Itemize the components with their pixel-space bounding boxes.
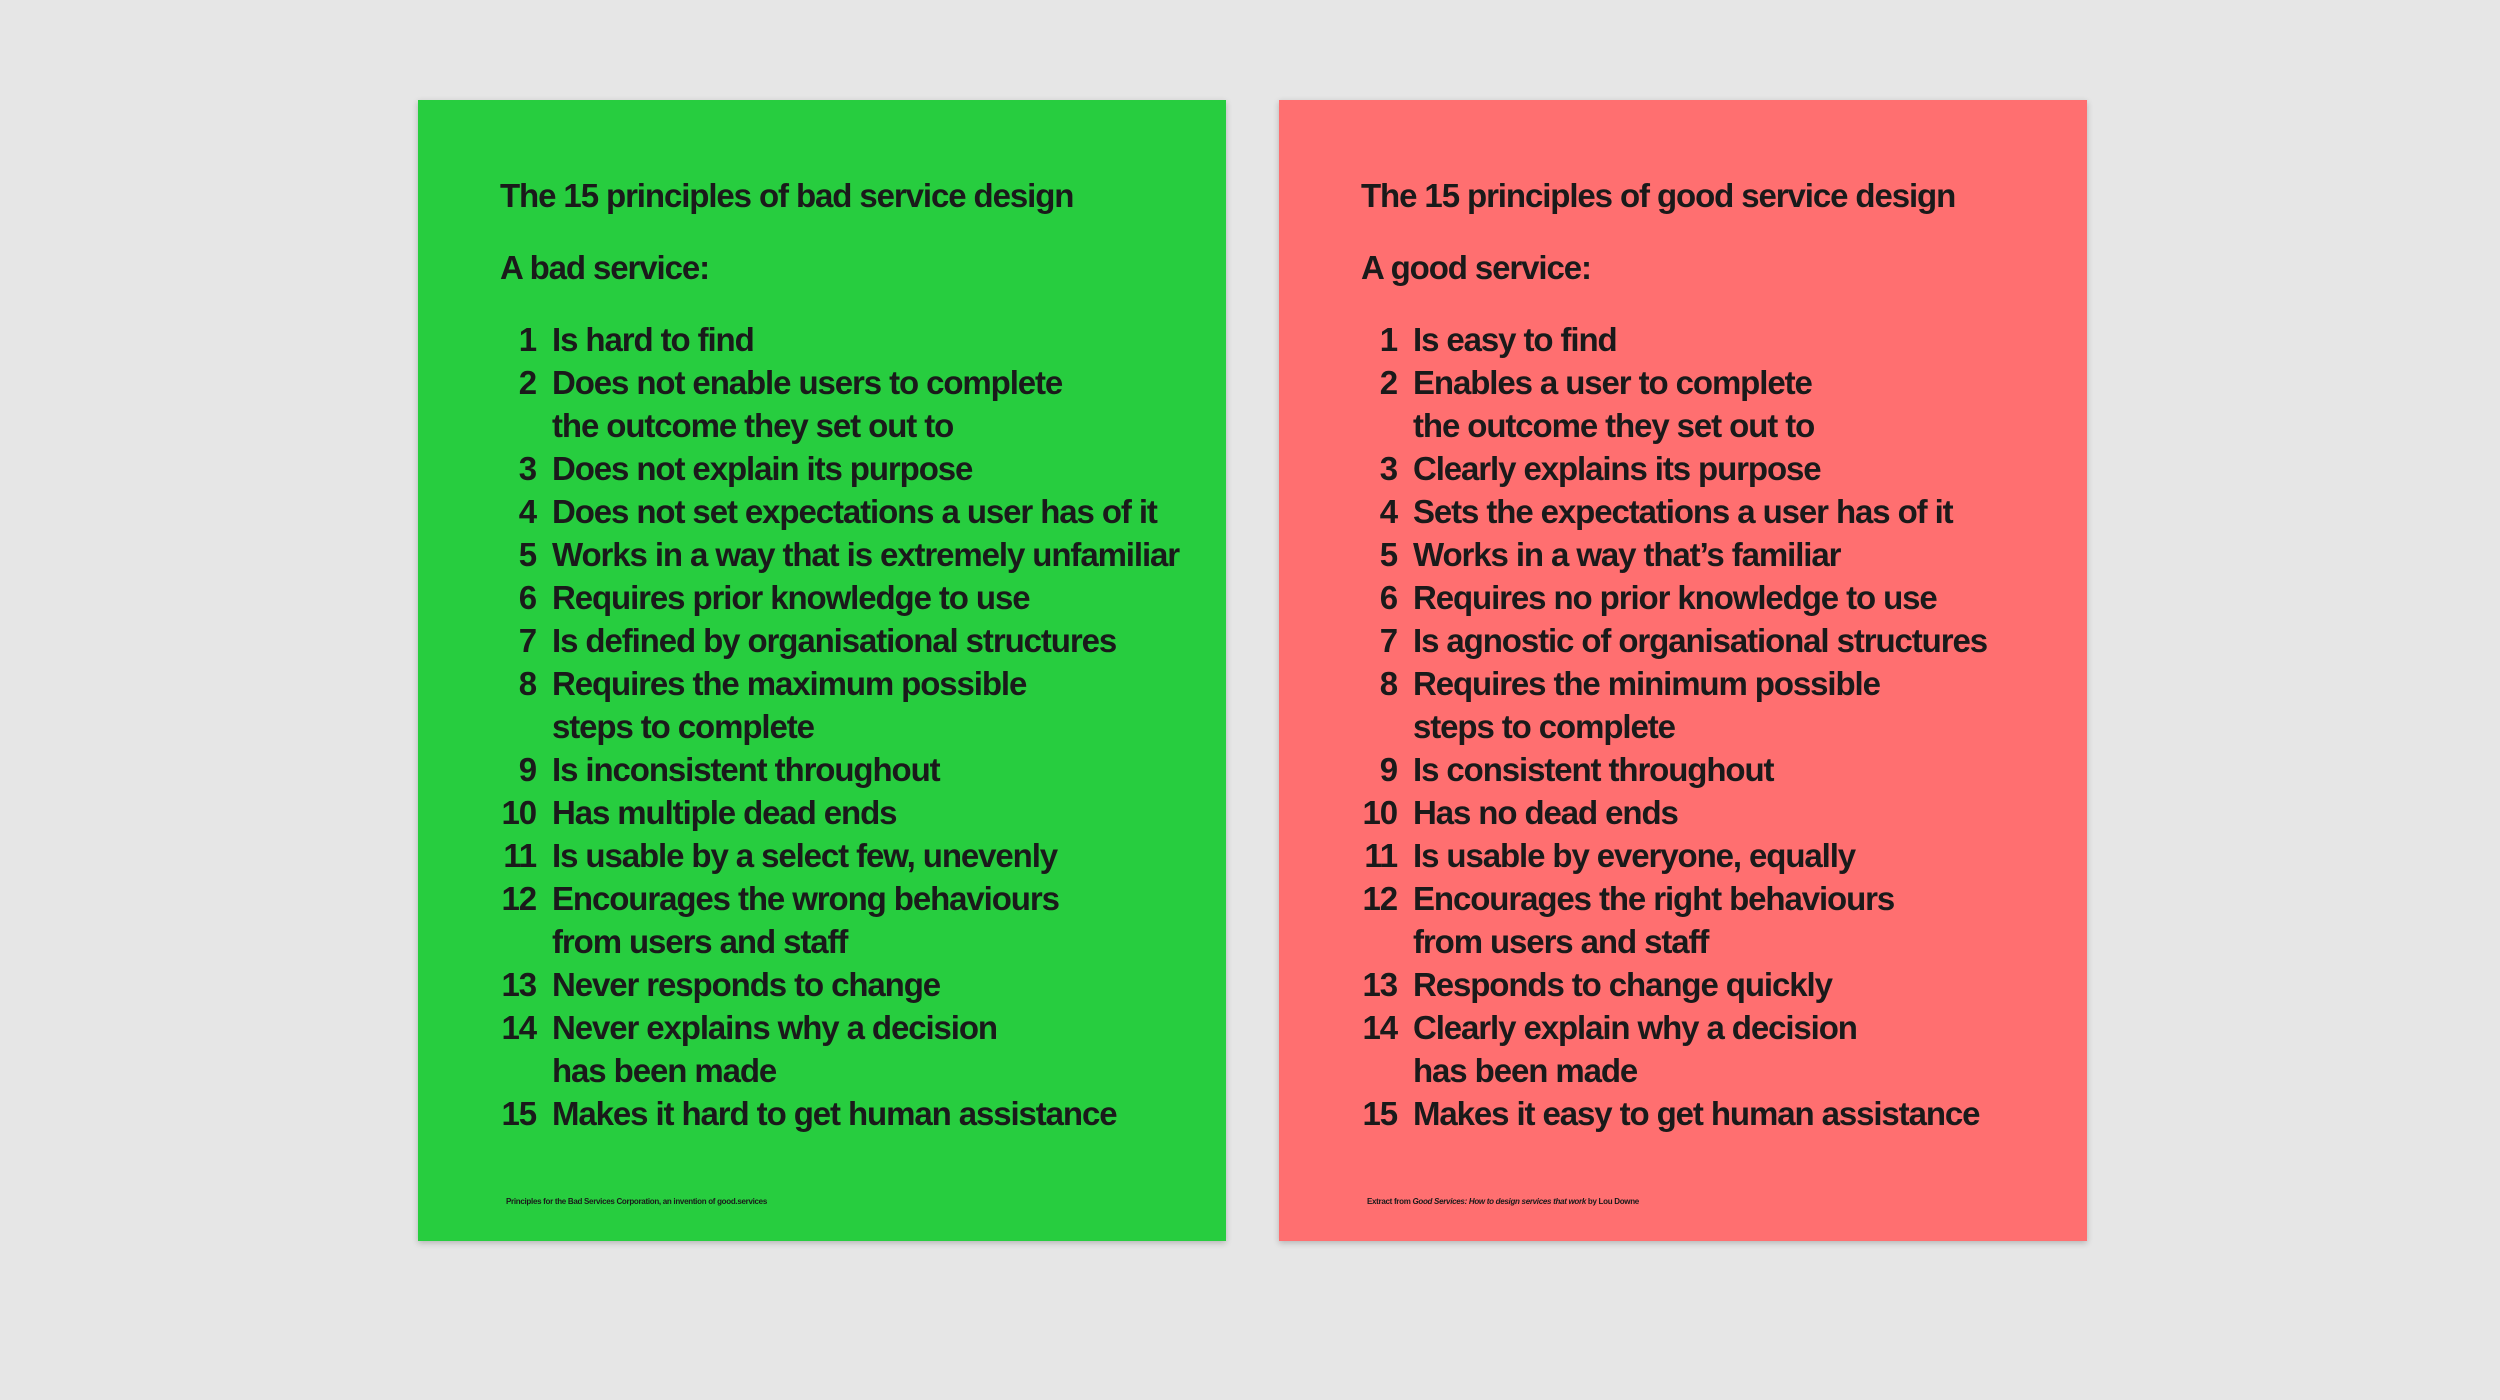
principle-text: Does not set expectations a user has of it <box>552 493 1157 530</box>
principle-text: Makes it easy to get human assistance <box>1413 1095 1980 1132</box>
principle-text: Is usable by everyone, equally <box>1413 837 1856 874</box>
principle-item <box>1361 877 2027 963</box>
principle-number: 11 <box>1364 837 1397 874</box>
principle-number: 5 <box>1379 536 1397 573</box>
principle-number: 14 <box>501 1009 536 1046</box>
principle-text: Requires the maximum possible steps to complete <box>552 665 1027 745</box>
poster-subtitle: A bad service: <box>500 249 709 286</box>
principle-item <box>500 748 1166 791</box>
principle-text: Requires the minimum possible steps to complete <box>1413 665 1880 745</box>
footer-text: Extract from <box>1367 1197 1413 1206</box>
principle-item <box>500 490 1166 533</box>
principle-text: Encourages the right behaviours from users and staff <box>1413 880 1895 960</box>
principle-text: Clearly explain why a decision has been made <box>1413 1009 1857 1089</box>
principle-number: 3 <box>518 450 536 487</box>
principle-item <box>500 1092 1166 1135</box>
principle-item <box>1361 834 2027 877</box>
principle-text: Is defined by organisational structures <box>552 622 1117 659</box>
principle-item <box>1361 533 2027 576</box>
principle-text: Requires no prior knowledge to use <box>1413 579 1937 616</box>
principle-number: 12 <box>501 880 536 917</box>
principle-item <box>500 662 1166 748</box>
principle-number: 8 <box>518 665 536 702</box>
principles-list <box>1361 318 2027 1135</box>
principle-number: 2 <box>1379 364 1397 401</box>
principle-number: 6 <box>1379 579 1397 616</box>
bad-service-design-poster <box>418 100 1226 1241</box>
principle-number: 1 <box>518 321 536 358</box>
principle-text: Never responds to change <box>552 966 941 1003</box>
principle-number: 4 <box>518 493 536 530</box>
principle-text: Requires prior knowledge to use <box>552 579 1030 616</box>
poster-footer <box>1367 1197 1639 1206</box>
principle-item <box>500 791 1166 834</box>
principle-number: 5 <box>518 536 536 573</box>
principle-text: Is agnostic of organisational structures <box>1413 622 1987 659</box>
principle-item <box>1361 662 2027 748</box>
poster-title: The 15 principles of bad service design <box>500 177 1074 214</box>
principle-text: Is easy to find <box>1413 321 1617 358</box>
principle-number: 14 <box>1362 1009 1397 1046</box>
principle-text: Encourages the wrong behaviours from users and staff <box>552 880 1059 960</box>
poster-footer <box>506 1197 767 1206</box>
principle-text: Sets the expectations a user has of it <box>1413 493 1953 530</box>
principle-text: Clearly explains its purpose <box>1413 450 1821 487</box>
principle-item <box>1361 576 2027 619</box>
principle-text: Works in a way that’s familiar <box>1413 536 1841 573</box>
principle-text: Does not explain its purpose <box>552 450 973 487</box>
principle-number: 7 <box>518 622 536 659</box>
principle-number: 11 <box>503 837 536 874</box>
footer-text: Principles for the Bad Services Corporation, an invention of good.services <box>506 1197 767 1206</box>
principle-item <box>500 619 1166 662</box>
principle-number: 2 <box>518 364 536 401</box>
principle-number: 15 <box>1362 1095 1397 1132</box>
principle-item <box>500 963 1166 1006</box>
principle-text: Works in a way that is extremely unfamiliar <box>552 536 1180 573</box>
footer-author: by Lou Downe <box>1585 1197 1639 1206</box>
principle-item <box>1361 361 2027 447</box>
good-service-design-poster <box>1279 100 2087 1241</box>
principle-item <box>500 447 1166 490</box>
principles-list <box>500 318 1180 1135</box>
principle-item <box>1361 619 2027 662</box>
principle-item <box>500 361 1166 447</box>
principle-item <box>1361 318 2027 361</box>
principle-text: Is hard to find <box>552 321 754 358</box>
principle-text: Makes it hard to get human assistance <box>552 1095 1117 1132</box>
principle-number: 9 <box>518 751 536 788</box>
principle-item <box>1361 963 2027 1006</box>
principle-number: 7 <box>1379 622 1397 659</box>
principle-number: 10 <box>1362 794 1397 831</box>
principle-text: Has multiple dead ends <box>552 794 897 831</box>
principle-text: Is consistent throughout <box>1413 751 1774 788</box>
principle-item <box>500 318 1166 361</box>
principle-number: 10 <box>501 794 536 831</box>
principle-number: 3 <box>1379 450 1397 487</box>
principle-text: Never explains why a decision has been made <box>552 1009 997 1089</box>
principle-text: Is inconsistent throughout <box>552 751 940 788</box>
poster-subtitle: A good service: <box>1361 249 1591 286</box>
principle-item <box>500 576 1166 619</box>
principle-item <box>1361 791 2027 834</box>
principle-item <box>500 834 1166 877</box>
principle-item <box>1361 490 2027 533</box>
principle-number: 6 <box>518 579 536 616</box>
principle-number: 13 <box>501 966 536 1003</box>
footer-book-title: Good Services: How to design services that work <box>1412 1197 1586 1206</box>
principle-item <box>1361 447 2027 490</box>
principle-text: Has no dead ends <box>1413 794 1678 831</box>
principle-item <box>500 533 1180 576</box>
principle-number: 8 <box>1379 665 1397 702</box>
principle-item <box>1361 748 2027 791</box>
principle-number: 12 <box>1362 880 1397 917</box>
principle-item <box>500 877 1166 963</box>
principle-number: 9 <box>1379 751 1397 788</box>
principle-text: Does not enable users to complete the outcome they set out to <box>552 364 1063 444</box>
principle-text: Enables a user to complete the outcome they set out to <box>1413 364 1815 444</box>
principle-item <box>500 1006 1166 1092</box>
principle-text: Responds to change quickly <box>1413 966 1832 1003</box>
principle-number: 4 <box>1379 493 1397 530</box>
principle-text: Is usable by a select few, unevenly <box>552 837 1058 874</box>
principle-item <box>1361 1092 2027 1135</box>
principle-number: 1 <box>1379 321 1397 358</box>
principle-number: 15 <box>501 1095 536 1132</box>
principle-item <box>1361 1006 2027 1092</box>
principle-number: 13 <box>1362 966 1397 1003</box>
poster-title: The 15 principles of good service design <box>1361 177 1956 214</box>
